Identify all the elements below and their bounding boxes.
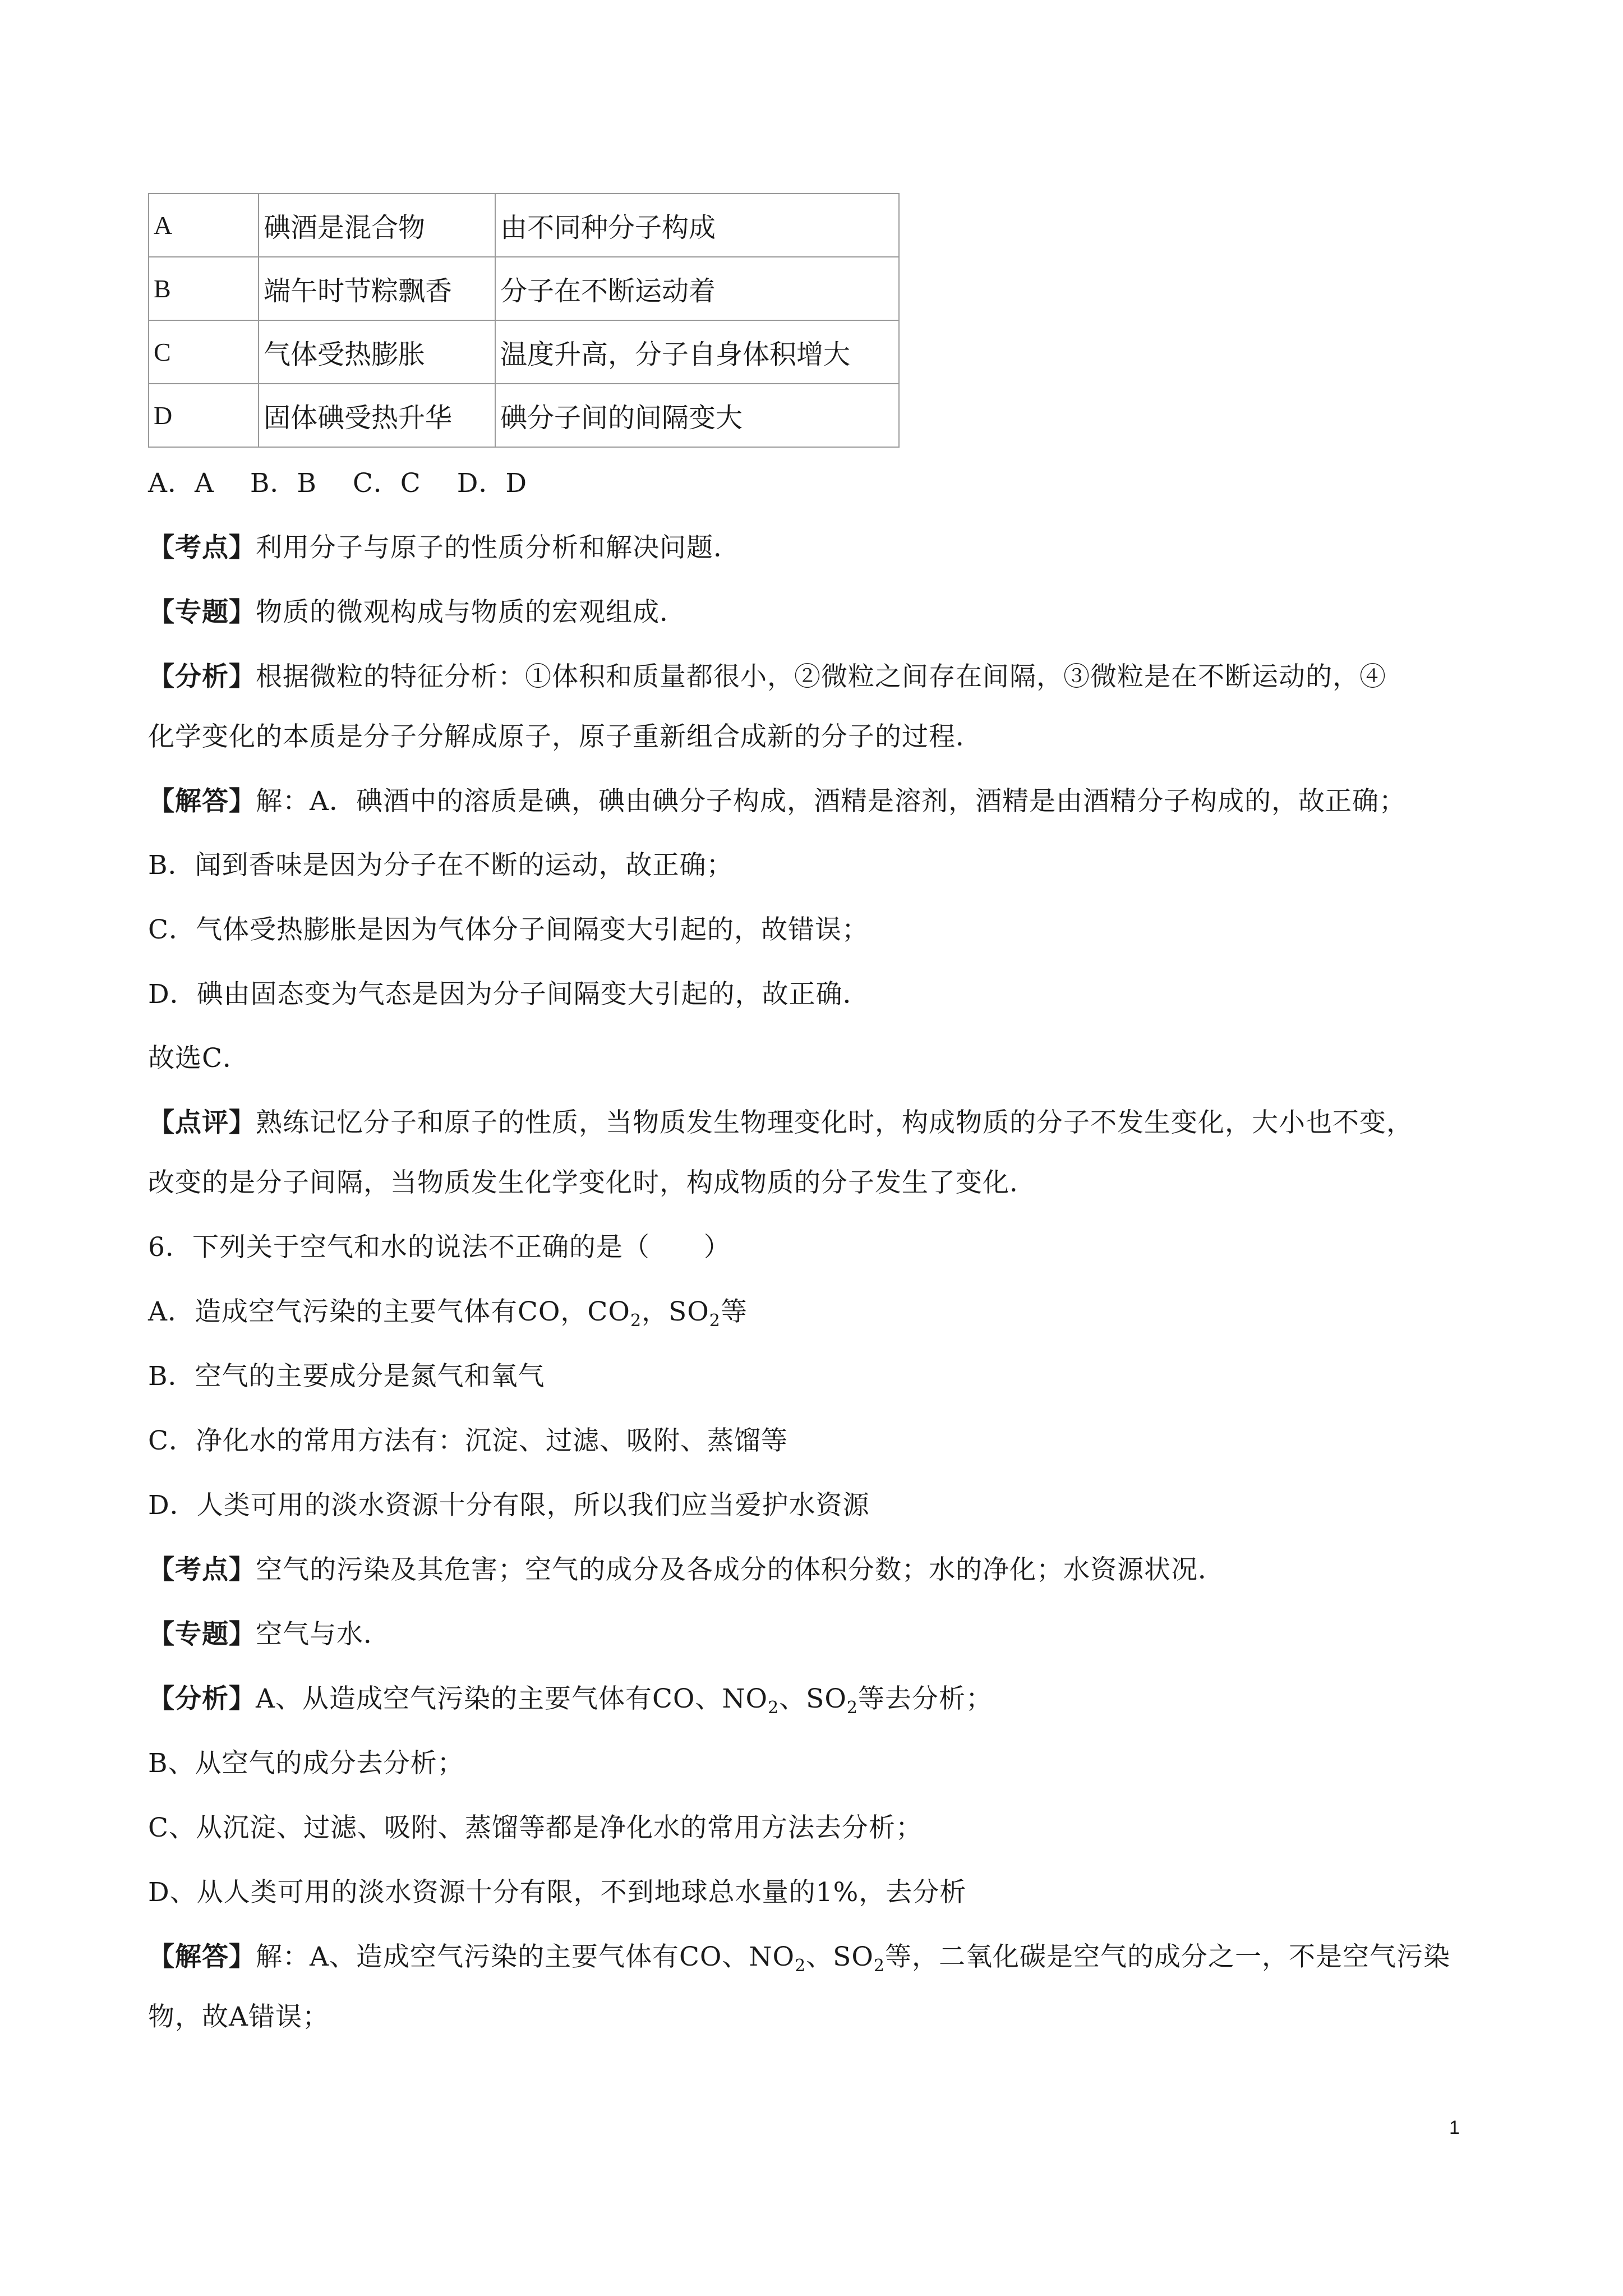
q5-jieda-c: C．气体受热膨胀是因为气体分子间隔变大引起的，故错误； (148, 914, 869, 945)
subscript: 2 (795, 1956, 806, 1976)
fenxi-tag: 【分析】 (148, 661, 256, 692)
q6-a-text: ，SO (642, 1296, 709, 1327)
dianping-text: 熟练记忆分子和原子的性质，当物质发生物理变化时，构成物质的分子不发生变化，大小也不变， (256, 1107, 1413, 1138)
fenxi-text: A、从造成空气污染的主要气体有CO、NO (256, 1683, 768, 1714)
phenomenon-cell: 碘酒是混合物 (259, 194, 495, 257)
explanation-cell: 由不同种分子构成 (495, 194, 899, 257)
subscript: 2 (709, 1311, 721, 1331)
zhuanti-text: 空气与水． (256, 1619, 390, 1650)
phenomenon-cell: 端午时节粽飘香 (259, 257, 495, 320)
kaodian-tag: 【考点】 (148, 1554, 256, 1585)
q6-option-a (148, 1295, 748, 1329)
phenomenon-cell: 固体碘受热升华 (259, 384, 495, 447)
page-number: 1 (1449, 2117, 1460, 2138)
q5-dianping (148, 1106, 1413, 1140)
jieda-text: 、SO (806, 1941, 874, 1972)
q5-fenxi (148, 660, 1386, 694)
jieda-text: 解：A、造成空气污染的主要气体有CO、NO (256, 1941, 795, 1972)
zhuanti-text: 物质的微观构成与物质的宏观组成． (256, 597, 686, 628)
fenxi-text: 等去分析； (858, 1683, 993, 1714)
q5-zhuanti (148, 596, 686, 629)
dianping-tag: 【点评】 (148, 1107, 256, 1138)
q5-jieda-d: D．碘由固态变为气态是因为分子间隔变大引起的，故正确． (148, 979, 870, 1010)
explanation-cell: 温度升高，分子自身体积增大 (495, 320, 899, 384)
explanation-cell: 分子在不断运动着 (495, 257, 899, 320)
subscript: 2 (630, 1311, 642, 1331)
kaodian-text: 利用分子与原子的性质分析和解决问题． (256, 532, 740, 563)
option-label: A (149, 194, 259, 257)
q6-option-b: B．空气的主要成分是氮气和氧气 (148, 1361, 545, 1392)
q6-option-c: C．净化水的常用方法有：沉淀、过滤、吸附、蒸馏等 (148, 1425, 788, 1456)
q6-fenxi-d: D、从人类可用的淡水资源十分有限，不到地球总水量的1%，去分析 (148, 1877, 967, 1908)
q6-stem: 6．下列关于空气和水的说法不正确的是（ ） (148, 1232, 731, 1263)
fenxi-text: 根据微粒的特征分析：①体积和质量都很小，②微粒之间存在间隔，③微粒是在不断运动的，④ (256, 661, 1386, 692)
kaodian-tag: 【考点】 (148, 532, 256, 563)
q5-dianping-cont: 改变的是分子间隔，当物质发生化学变化时，构成物质的分子发生了变化． (148, 1167, 1036, 1198)
q6-jieda-cont: 物，故A错误； (148, 2001, 329, 2032)
table-row (149, 320, 899, 384)
jieda-tag: 【解答】 (148, 1941, 256, 1972)
q5-jieda (148, 785, 1406, 818)
table-row (149, 384, 899, 447)
q6-a-text: A．造成空气污染的主要气体有CO，CO (148, 1296, 630, 1327)
q6-fenxi-b: B、从空气的成分去分析； (148, 1748, 464, 1779)
zhuanti-tag: 【专题】 (148, 597, 256, 628)
q6-jieda (148, 1940, 1450, 1974)
kaodian-text: 空气的污染及其危害；空气的成分及各成分的体积分数；水的净化；水资源状况． (256, 1554, 1225, 1585)
jieda-text: 解：A．碘酒中的溶质是碘，碘由碘分子构成，酒精是溶剂，酒精是由酒精分子构成的，故正确； (256, 786, 1406, 817)
subscript: 2 (873, 1956, 886, 1976)
q6-zhuanti (148, 1618, 390, 1651)
zhuanti-tag: 【专题】 (148, 1619, 256, 1650)
q5-fenxi-cont: 化学变化的本质是分子分解成原子，原子重新组合成新的分子的过程． (148, 721, 983, 752)
phenomenon-cell: 气体受热膨胀 (259, 320, 495, 384)
table-row (149, 257, 899, 320)
q6-fenxi-c: C、从沉淀、过滤、吸附、蒸馏等都是净化水的常用方法去分析； (148, 1812, 923, 1843)
jieda-tag: 【解答】 (148, 786, 256, 817)
options-table (148, 193, 900, 448)
q6-kaodian (148, 1553, 1225, 1587)
fenxi-text: 、SO (779, 1683, 847, 1714)
q6-fenxi (148, 1682, 993, 1716)
q6-a-text: 等 (720, 1296, 748, 1327)
q6-option-d: D．人类可用的淡水资源十分有限，所以我们应当爱护水资源 (148, 1490, 870, 1521)
table-row (149, 194, 899, 257)
q5-choices: A．A B．B C．C D．D (148, 468, 528, 499)
option-label: D (149, 384, 259, 447)
subscript: 2 (846, 1698, 859, 1718)
option-label: C (149, 320, 259, 384)
explanation-cell: 碘分子间的间隔变大 (495, 384, 899, 447)
q5-kaodian (148, 531, 740, 565)
fenxi-tag: 【分析】 (148, 1683, 256, 1714)
option-label: B (149, 257, 259, 320)
q5-jieda-b: B．闻到香味是因为分子在不断的运动，故正确； (148, 850, 734, 881)
q5-answer: 故选C． (148, 1043, 250, 1074)
subscript: 2 (768, 1698, 780, 1718)
jieda-text: 等，二氧化碳是空气的成分之一，不是空气污染 (885, 1941, 1451, 1972)
